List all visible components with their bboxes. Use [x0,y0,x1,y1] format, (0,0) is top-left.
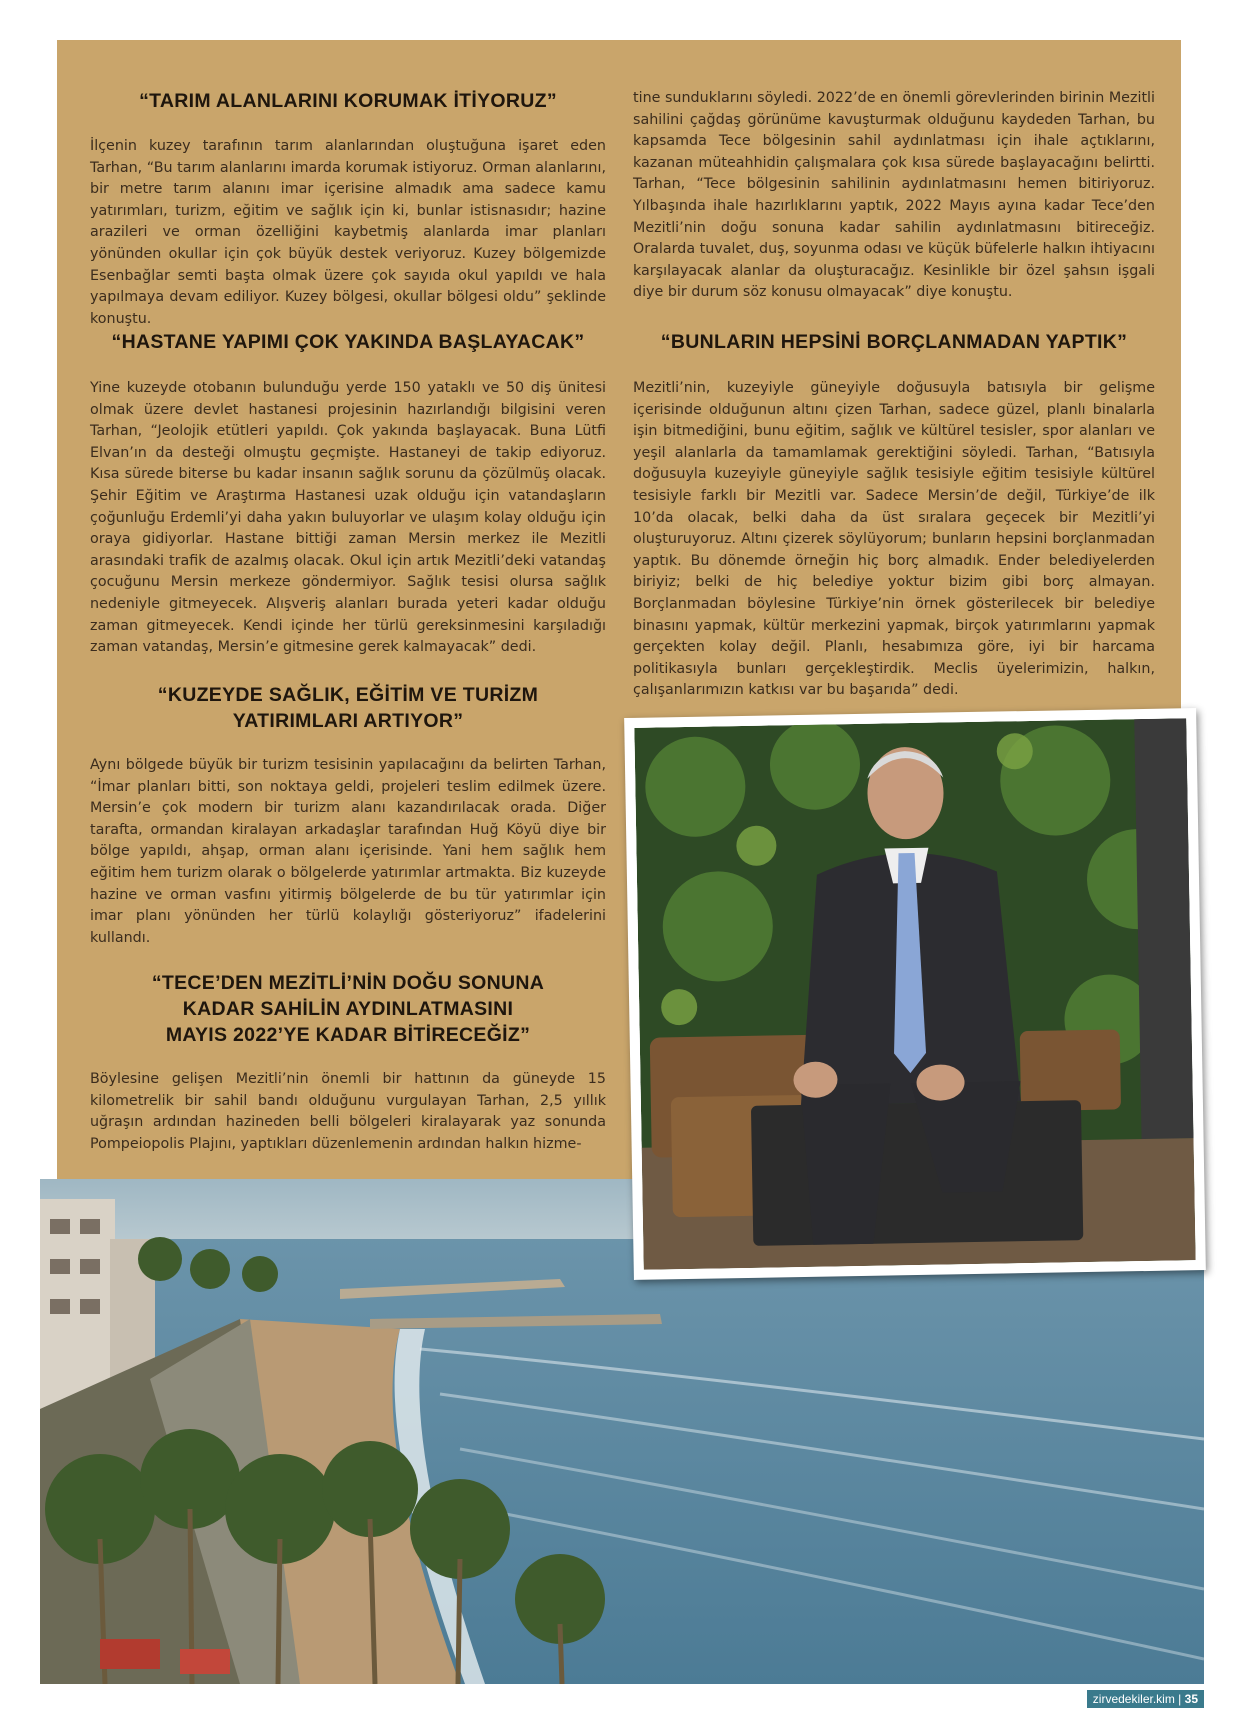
heading-tarim-alanlari: “TARIM ALANLARINI KORUMAK İTİYORUZ” [139,90,557,112]
paragraph-borclanmadan: Mezitli’nin, kuzeyiyle güneyiyle doğusuyla batısıyla bir gelişme içerisinde olduğunun altını çizen Tarhan, sadece güzel, planlı binalarla işin bitmediğini, bunu eğitim, sağlık ve kültürel tesisler, spor alanları ve yeşil alanlarla da tamamlamak gerektiğini söyledi. Tarhan, “Batısıyla doğusuyla kuzeyiyle güneyiyle sağlık tesisiyle eğitim tesisiyle kültürel tesisiyle farklı bir Mezitli var. Sadece Mersin’de değil, Türkiye’de ilk 10’da olacak, belki daha da üst sıralara geçecek bir Mezitli’yi oluşturuyoruz. Altını çizerek söylüyorum; bunların hepsini borçlanmadan yaptık. Bu dönemde örneğin hiç borç almadık. Ender belediyelerden biriyiz; belki de hiç belediye yoktur bizim gibi borç almayan. Borçlanmadan böylesine Türkiye’nin örnek gösterilecek bir belediye binasını yapmak, kültür merkezini yapmak, birçok yatırımlarını yapmak gerçekten kolay değil. Planlı, hesabımıza göre, iyi bir harcama politikasıyla bunları gerçekleştirdik. Meclis üyelerimizin, halkın, çalışanlarımızın katkısı var bu başarıda” dedi. [633,380,1155,699]
heading-tece-line1: “TECE’DEN MEZİTLİ’NİN DOĞU SONUNA [151,972,545,994]
heading-borclanmadan: “BUNLARIN HEPSİNİ BORÇLANMADAN YAPTIK” [660,331,1128,353]
footer-separator: | [1178,1692,1182,1706]
paragraph-turizm: Aynı bölgede büyük bir turizm tesisinin yapılacağını da belirten Tarhan, “İmar planları bitti, son noktaya geldi, projeleri teslim edilmek üzere. Mersin’e çok modern bir turizm alanı kazandırılacak orada. Diğer taraftа, ormandan kiralayan arkadaşlar tarafından Huğ Köyü diye bir bölge yapıldı, ahşap, orman alanı içerisinde. Yani hem sağlık hem eğitim hem turizm olarak o bölgelerde yatırımlar artmakta. Biz kuzeyde hazine ve orman vasfını yitirmiş bölgelerde de bu tür yatırımlar için imar planı yönünden her türlü kolaylığı gösteriyoruz” ifadelerini kullandı. [90,757,606,946]
heading-kuzeyde-line1: “KUZEYDE SAĞLIK, EĞİTİM VE TURİZM [157,684,539,706]
portrait-photo-frame [624,708,1206,1280]
paragraph-sahil: Böylesine gelişen Mezitli’nin önemli bir hattının da güneyde 15 kilometrelik bir sahil bandı olduğunu vurgulayan Tarhan, 2,5 yıllık uğraşın ardından hazineden belli bölgeleri kiralayarak yaz sonunda Pompeiopolis Plajını, yaptıkları düzenlemenin ardından halkın hizme- [90,1071,606,1152]
paragraph-hastane: Yine kuzeyde otobanın bulunduğu yerde 150 yataklı ve 50 diş ünitesi olmak üzere devlet hastanesi projesinin hazırlandığı bilgisini veren Tarhan, “Jeolojik etütleri yapıldı. Çok yakında başlayacak. Buna Lütfi Elvan’ın da desteği olmuştu geçmişte. Hastaneyi de takip ediyoruz. Kısa sürede biterse bu kadar insanın sağlık sorunu da çözülmüş olacak. Şehir Eğitim ve Araştırma Hastanesi uzak olduğu için vatandaşların çoğunluğu Erdemli’yi daha yakın buluyorlar ve ulaşım kolay olduğu için oraya gidiyorlar. Hastane bittiği zaman Mersin merkez ile Mezitli arasındaki trafik de azalmış olacak. Okul için artık Mezitli’deki vatandaş çocuğunu Mersin merkeze göndermiyor. Sağlık tesisi olursa sağlık nedeniyle gitmeyecek. Alışveriş alanları burada yeteri kadar olduğu zaman gitmeyecek. Kendi içinde her türlü gereksinmesini karşıladığı zaman vatandaş, Mersin’e gitmesine gerek kalmayacak” dedi. [90,380,606,656]
footer-site: zirvedekiler.kim [1092,1692,1175,1706]
page-footer [1087,1690,1204,1708]
paragraph-tece-continued: tine sunduklarını söyledi. 2022’de en önemli görevlerinden birinin Mezitli sahilini çağdaş görünüme kavuşturmak olduğunu kaydeden Tarhan, bu kapsamda Tece bölgesinin sahil aydınlatması için ihale açtıklarını, kazanan müteahhidin çalışmalara çok kısa sürede başlayacağını belirtti. Tarhan, “Tece bölgesinin sahilinin aydınlatmasını hemen bitiriyoruz. Yılbaşında ihale hazırlıklarını yaptık, 2022 Mayıs ayına kadar Tece’den Mezitli’nin doğu sonuna kadar sahilin aydınlatmasını bitireceğiz. Oralarda tuvalet, duş, soyunma odası ve küçük büfelerle halkın ihtiyacını karşılayacak alanlar da oluşturacağız. Kesinlikle bir özel şahsın işgali diye bir durum söz konusu olmayacak” diye konuştu. [633,90,1155,301]
portrait-illustration [634,718,1195,1270]
paragraph-tarim: İlçenin kuzey tarafının tarım alanlarından oluştuğuna işaret eden Tarhan, “Bu tarım alanlarını imarda korumak istiyoruz. Orman alanlarını, bir metre tarım alanını imar içerisine almadık ama sadece kamu yatırımları, turizm, eğitim ve sağlık için ki, bunlar istisnasıdır; hazine arazileri ve orman özelliğini kaybetmiş alanlarda imar planları yönünden okullar için çok büyük destek veriyoruz. Kuzey bölgemizde Esenbağlar semti başta olmak üzere çok sayıda okul yapıldı ve hala yapılmaya devam ediliyor. Kuzey bölgesi, okullar bölgesi oldu” şeklinde konuştu. [90,138,606,327]
heading-tece-line3: MAYIS 2022’YE KADAR BİTİRECEĞİZ” [165,1024,531,1046]
footer-page-number: 35 [1184,1692,1198,1706]
heading-tece-line2: KADAR SAHİLİN AYDINLATMASINI [182,998,514,1020]
portrait-photo [634,718,1195,1270]
heading-hastane: “HASTANE YAPIMI ÇOK YAKINDA BAŞLAYACAK” [111,331,585,353]
heading-kuzeyde-line2: YATIRIMLARI ARTIYOR” [232,710,464,732]
